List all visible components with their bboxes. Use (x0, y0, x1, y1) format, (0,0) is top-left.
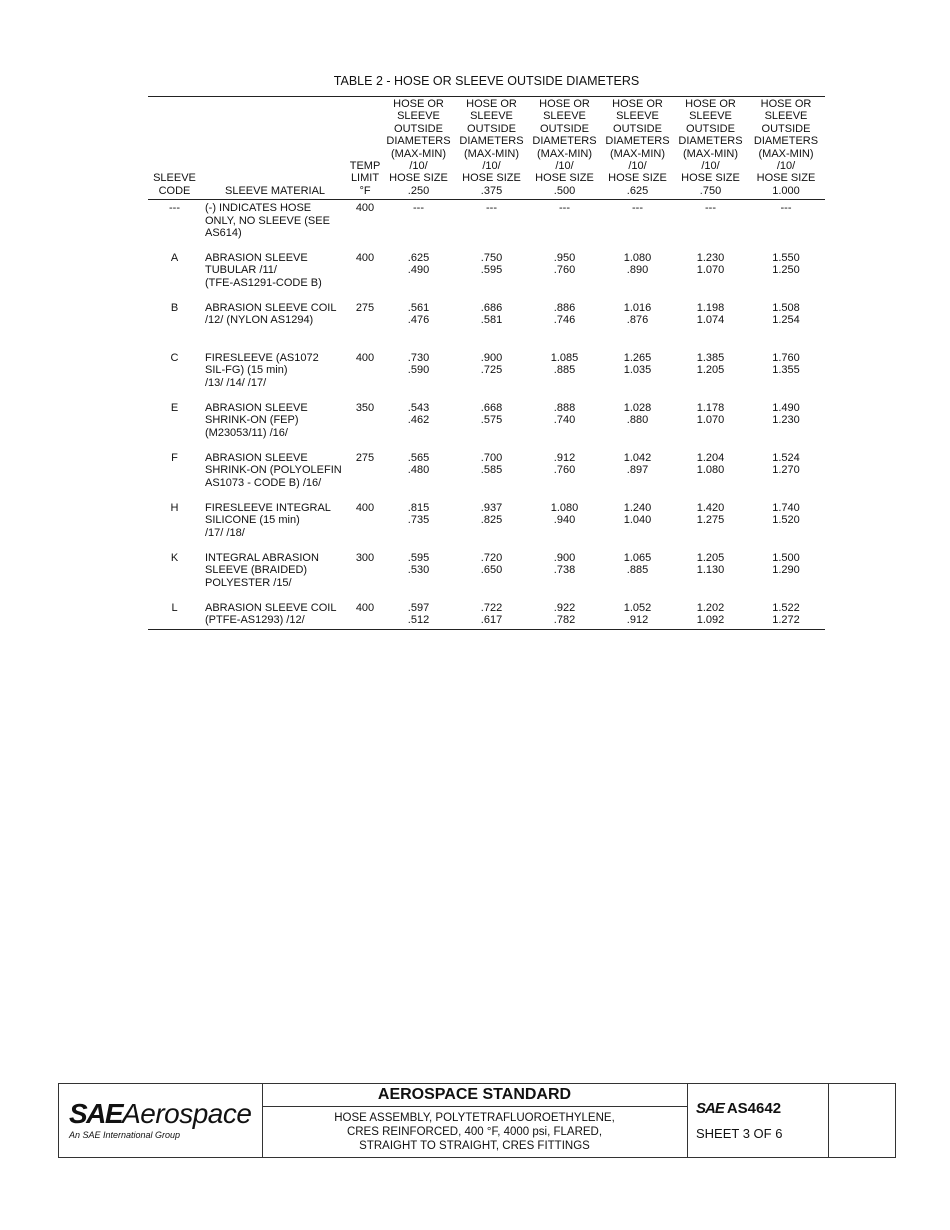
diameter-cell: 1.230 1.070 (696, 251, 725, 277)
diameter-cell: 1.042 .897 (623, 451, 652, 477)
logo-sae-text: SAE (69, 1098, 123, 1129)
table-row (148, 600, 825, 630)
diameter-cell: 1.080 .940 (550, 501, 579, 527)
sleeve-material-cell: INTEGRAL ABRASION SLEEVE (BRAIDED) POLYESTER /15/ (205, 551, 319, 589)
temp-limit-cell: 300 (355, 551, 375, 564)
standard-description (262, 1111, 687, 1153)
sleeve-code-cell: L (171, 601, 178, 614)
header-hose-size-500: HOSE OR SLEEVE OUTSIDE DIAMETERS (MAX-MIN) /10/ HOSE SIZE .500 (532, 98, 597, 197)
diameter-cell: .561 .476 (407, 301, 430, 327)
sheet-number: SHEET 3 OF 6 (696, 1126, 783, 1141)
diameter-cell: .668 .575 (480, 401, 503, 427)
temp-limit-cell: 275 (355, 451, 375, 464)
logo-subtitle: An SAE International Group (69, 1130, 181, 1140)
temp-limit-cell: 350 (355, 401, 375, 414)
temp-limit-cell: 400 (355, 601, 375, 614)
sleeve-code-cell: C (170, 351, 179, 364)
diameter-cell: .625 .490 (407, 251, 430, 277)
diameter-cell: .730 .590 (407, 351, 430, 377)
document-number (696, 1100, 781, 1117)
header-sleeve-code: SLEEVE CODE (153, 172, 196, 197)
header-hose-size-625: HOSE OR SLEEVE OUTSIDE DIAMETERS (MAX-MIN) /10/ HOSE SIZE .625 (605, 98, 670, 197)
header-hose-size-375: HOSE OR SLEEVE OUTSIDE DIAMETERS (MAX-MIN) /10/ HOSE SIZE .375 (459, 98, 524, 197)
diameter-cell: 1.052 .912 (623, 601, 652, 627)
sae-aerospace-logo (69, 1098, 251, 1130)
diameter-cell: 1.524 1.270 (772, 451, 800, 477)
diameter-cell: 1.028 .880 (623, 401, 652, 427)
diameter-cell: --- (780, 202, 792, 215)
sleeve-material-cell: (-) INDICATES HOSE ONLY, NO SLEEVE (SEE AS614) (205, 202, 330, 240)
temp-limit-cell: 400 (355, 251, 375, 264)
diameter-cell: 1.740 1.520 (772, 501, 800, 527)
description-line: CRES REINFORCED, 400 °F, 4000 psi, FLARED, (346, 1126, 603, 1138)
diameter-cell: 1.385 1.205 (696, 351, 725, 377)
diameter-cell: .888 .740 (553, 401, 576, 427)
diameter-cell: .720 .650 (480, 551, 503, 577)
diameter-cell: 1.198 1.074 (696, 301, 725, 327)
sleeve-diameter-table (148, 96, 825, 630)
diameter-cell: .922 .782 (553, 601, 576, 627)
header-hose-size-250: HOSE OR SLEEVE OUTSIDE DIAMETERS (MAX-MIN) /10/ HOSE SIZE .250 (386, 98, 451, 197)
diameter-cell: .912 .760 (553, 451, 576, 477)
blank-cell (828, 1084, 897, 1157)
diameter-cell: --- (632, 202, 643, 215)
diameter-cell: .565 .480 (407, 451, 430, 477)
header-hose-size-750: HOSE OR SLEEVE OUTSIDE DIAMETERS (MAX-MIN) /10/ HOSE SIZE .750 (678, 98, 743, 197)
header-temp-limit: TEMP LIMIT °F (349, 160, 381, 197)
sleeve-code-cell: A (170, 251, 179, 264)
description-line: HOSE ASSEMBLY, POLYTETRAFLUOROETHYLENE, (334, 1112, 615, 1124)
diameter-cell: 1.085 .885 (550, 351, 579, 377)
temp-limit-cell: 400 (355, 202, 375, 215)
logo-aerospace-text: Aerospace (122, 1098, 252, 1129)
sleeve-code-cell: K (170, 551, 179, 564)
diameter-cell: 1.760 1.355 (772, 351, 800, 377)
table-title: TABLE 2 - HOSE OR SLEEVE OUTSIDE DIAMETERS (333, 74, 640, 88)
table-row (148, 450, 825, 500)
table-row (148, 500, 825, 550)
diameter-cell: .937 .825 (480, 501, 503, 527)
diameter-cell: 1.522 1.272 (772, 601, 800, 627)
diameter-cell: 1.490 1.230 (772, 401, 800, 427)
sleeve-code-cell: F (171, 451, 178, 464)
header-sleeve-material: SLEEVE MATERIAL (225, 184, 326, 197)
sleeve-material-cell: ABRASION SLEEVE SHRINK-ON (POLYOLEFIN AS1073 - CODE B) /16/ (205, 451, 342, 489)
diameter-cell: .595 .530 (407, 551, 430, 577)
sleeve-code-cell: E (170, 401, 179, 414)
diameter-cell: .543 .462 (407, 401, 430, 427)
diameter-cell: --- (413, 202, 424, 215)
diameter-cell: 1.204 1.080 (696, 451, 725, 477)
table-row (148, 550, 825, 600)
diameter-cell: .686 .581 (480, 301, 503, 327)
diameter-cell: .886 .746 (553, 301, 576, 327)
sleeve-material-cell: ABRASION SLEEVE COIL (PTFE-AS1293) /12/ (205, 601, 337, 627)
document-number-cell (687, 1084, 829, 1157)
temp-limit-cell: 400 (355, 351, 375, 364)
sae-mark: SAE (696, 1100, 724, 1117)
diameter-cell: 1.240 1.040 (623, 501, 652, 527)
temp-limit-cell: 400 (355, 501, 375, 514)
document-number-text: AS4642 (726, 1100, 782, 1117)
table-row (148, 300, 825, 350)
sleeve-code-cell: --- (169, 202, 180, 215)
description-line: STRAIGHT TO STRAIGHT, CRES FITTINGS (359, 1140, 590, 1152)
diameter-cell: .750 .595 (480, 251, 503, 277)
diameter-cell: 1.065 .885 (623, 551, 652, 577)
sleeve-material-cell: ABRASION SLEEVE SHRINK-ON (FEP) (M23053/11) /16/ (205, 401, 308, 439)
table-row (148, 200, 825, 250)
diameter-cell: --- (486, 202, 497, 215)
diameter-cell: --- (705, 202, 716, 215)
diameter-cell: .815 .735 (407, 501, 430, 527)
table-row (148, 400, 825, 450)
diameter-cell: .900 .738 (553, 551, 576, 577)
diameter-cell: .597 .512 (407, 601, 430, 627)
diameter-cell: 1.080 .890 (623, 251, 652, 277)
diameter-cell: 1.202 1.092 (696, 601, 725, 627)
table-header-row (148, 97, 825, 200)
diameter-cell: .700 .585 (480, 451, 503, 477)
sleeve-material-cell: FIRESLEEVE (AS1072 SIL-FG) (15 min) /13/ /14/ /17/ (205, 351, 319, 389)
sleeve-code-cell: H (170, 501, 179, 514)
diameter-cell: .950 .760 (553, 251, 576, 277)
diameter-cell: 1.420 1.275 (696, 501, 725, 527)
diameter-cell: --- (559, 202, 570, 215)
diameter-cell: .900 .725 (480, 351, 503, 377)
title-block (58, 1083, 896, 1158)
table-row (148, 350, 825, 400)
diameter-cell: 1.500 1.290 (772, 551, 800, 577)
sleeve-material-cell: ABRASION SLEEVE COIL /12/ (NYLON AS1294) (205, 301, 337, 327)
diameter-cell: 1.178 1.070 (696, 401, 725, 427)
standard-title: AEROSPACE STANDARD (262, 1084, 687, 1107)
logo-cell (59, 1084, 263, 1157)
sleeve-material-cell: FIRESLEEVE INTEGRAL SILICONE (15 min) /17/ /18/ (205, 501, 331, 539)
sleeve-material-cell: ABRASION SLEEVE TUBULAR /11/ (TFE-AS1291-CODE B) (205, 251, 322, 289)
diameter-cell: 1.016 .876 (623, 301, 652, 327)
diameter-cell: 1.205 1.130 (696, 551, 725, 577)
table-row (148, 250, 825, 300)
diameter-cell: 1.550 1.250 (772, 251, 800, 277)
standard-cell (262, 1084, 688, 1157)
diameter-cell: 1.265 1.035 (623, 351, 652, 377)
diameter-cell: .722 .617 (480, 601, 503, 627)
header-hose-size-1000: HOSE OR SLEEVE OUTSIDE DIAMETERS (MAX-MIN) /10/ HOSE SIZE 1.000 (753, 98, 819, 197)
diameter-cell: 1.508 1.254 (772, 301, 800, 327)
temp-limit-cell: 275 (355, 301, 375, 314)
sleeve-code-cell: B (170, 301, 179, 314)
